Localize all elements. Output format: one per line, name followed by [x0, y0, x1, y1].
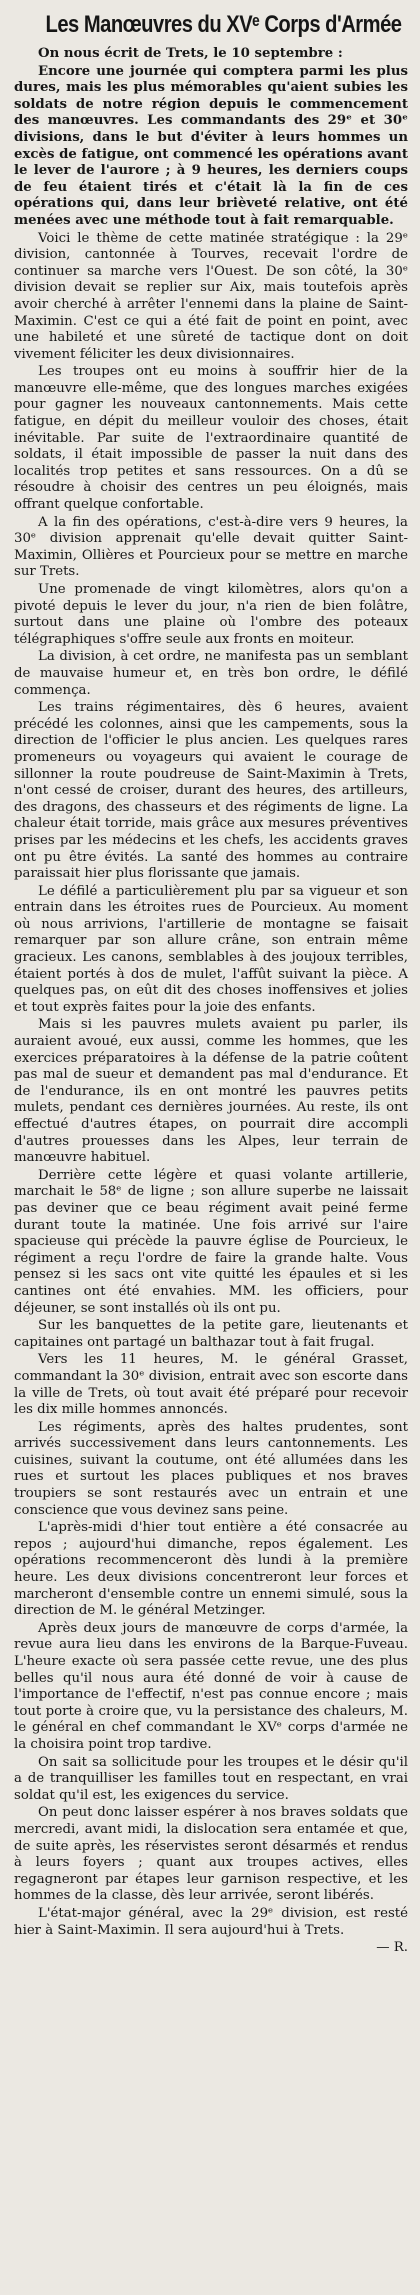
article-paragraph: Encore une journée qui comptera parmi les plus dures, mais les plus mémorables qu'aient subies les soldats de notre région depuis le commencement des manœuvres. Les commandants des 29ᵉ et 30ᵉ divisions, dans le but d'éviter à leurs hommes un excès de fatigue, ont commencé les opérations avant le lever de l'aurore ; à 9 heures, les derniers coups de feu étaient tirés et c'était là la fin de ces opérations qui, dans leur brièveté relative, ont été menées avec une méthode tout à fait remarquable.	[14, 63, 408, 228]
article-paragraph: Derrière cette légère et quasi volante artillerie, marchait le 58ᵉ de ligne ; son allure superbe ne laissait pas deviner que ce beau régiment avait peiné ferme durant toute la matinée. Une fois arrivé sur l'aire spacieuse qui précède la pauvre église de Pourcieux, le régiment a reçu l'ordre de faire la grande halte. Vous pensez si les sacs ont vite quitté les épaules et si les cantines ont été envahies. MM. les officiers, pour déjeuner, se sont installés où ils ont pu.	[14, 1167, 408, 1316]
article-paragraph: A la fin des opérations, c'est-à-dire vers 9 heures, la 30ᵉ division apprenait qu'elle devait quitter Saint-Maximin, Ollières et Pourcieux pour se mettre en marche sur Trets.	[14, 514, 408, 580]
article-paragraph: On sait sa sollicitude pour les troupes et le désir qu'il a de tranquilliser les familles tout en respectant, en vrai soldat qu'il est, les exigences du service.	[14, 1754, 408, 1803]
article-paragraph: Le défilé a particulièrement plu par sa vigueur et son entrain dans les étroites rues de Pourcieux. Au moment où nous arrivions, l'artillerie de montagne se faisait remarquer par son allure crâne, son entrain même gracieux. Les canons, semblables à des joujoux terribles, étaient portés à dos de mulet, l'affût suivant la pièce. A quelques pas, on eût dit des choses inoffensives et jolies et tout exprès faites pour la joie des enfants.	[14, 883, 408, 1015]
article-signature: — R.	[376, 1940, 408, 1956]
article-paragraph: Vers les 11 heures, M. le général Grasset, commandant la 30ᵉ division, entrait avec son escorte dans la ville de Trets, où tout avait été préparé pour recevoir les dix mille hommes annoncés.	[14, 1352, 408, 1418]
article-headline: Les Manœuvres du XVᵉ Corps d'Armée	[45, 11, 402, 38]
article-paragraph: Une promenade de vingt kilomètres, alors qu'on a pivoté depuis le lever du jour, n'a rien de bien folâtre, surtout dans une plaine où l'ombre des poteaux télégraphiques s'offre seule aux fronts en moiteur.	[14, 582, 408, 647]
article-paragraph: Sur les banquettes de la petite gare, lieutenants et capitaines ont partagé un balthazar tout à fait frugal.	[14, 1318, 408, 1350]
article-paragraph: Les troupes ont eu moins à souffrir hier de la manœuvre elle-même, que des longues marches exigées pour gagner les nouveaux cantonnements. Mais cette fatigue, en dépit du meilleur vouloir des choses, était inévitable. Par suite de l'extraordinaire quantité de soldats, il était impossible de passer la nuit dans des localités trop petites et sans ressources. On a dû se résoudre à choisir des centres un peu éloignés, mais offrant quelque confortable.	[14, 364, 408, 513]
article-paragraph: On peut donc laisser espérer à nos braves soldats que mercredi, avant midi, la dislocation sera entamée et que, de suite après, les réservistes seront désarmés et rendus à leurs foyers ; quant aux troupes actives, elles regagneront par étapes leur garnison respective, et les hommes de la classe, dès leur arrivée, seront libérés.	[14, 1805, 408, 1904]
article-paragraph: L'après-midi d'hier tout entière a été consacrée au repos ; aujourd'hui dimanche, repos également. Les opérations recommenceront dès lundi à la première heure. Les deux divisions concentreront leur forces et marcheront d'ensemble contre un ennemi simulé, sous la direction de M. le général Metzinger.	[14, 1520, 408, 1619]
article-body	[14, 46, 408, 1939]
article-paragraph: L'état-major général, avec la 29ᵉ division, est resté hier à Saint-Maximin. Il sera aujourd'hui à Trets.	[14, 1905, 408, 1938]
article-paragraph: Les régiments, après des haltes prudentes, sont arrivés successivement dans leurs cantonnements. Les cuisines, suivant la coutume, ont été allumées dans les rues et surtout les places publiques et nos braves troupiers se sont restaurés avec un entrain et une conscience que vous devinez sans peine.	[14, 1419, 408, 1518]
article-paragraph: Après deux jours de manœuvre de corps d'armée, la revue aura lieu dans les environs de la Barque-Fuveau. L'heure exacte où sera passée cette revue, une des plus belles qu'il nous aura été donné de voir à cause de l'importance de l'effectif, n'est pas connue encore ; mais tout porte à croire que, vu la persistance des chaleurs, M. le général en chef commandant le XVᵉ corps d'armée ne la choisira point trop tardive.	[14, 1620, 408, 1752]
article-paragraph: Voici le thème de cette matinée stratégique : la 29ᵉ division, cantonnée à Tourves, recevait l'ordre de continuer sa marche vers l'Ouest. De son côté, la 30ᵉ division devait se replier sur Aix, mais toutefois après avoir cherché à arrêter l'ennemi dans la plaine de Saint-Maximin. C'est ce qui a été fait de point en point, avec une habileté et une sûreté de tactique dont on doit vivement féliciter les deux divisionnaires.	[14, 230, 408, 362]
article-paragraph: Mais si les pauvres mulets avaient pu parler, ils auraient avoué, eux aussi, comme les hommes, que les exercices préparatoires à la défense de la patrie coûtent pas mal de sueur et demandent pas mal d'endurance. Et de l'endurance, ils en ont montré les pauvres petits mulets, pendant ces dernières journées. Au reste, ils ont effectué d'autres étapes, on pourrait dire accompli d'autres prouesses dans les Alpes, leur terrain de manœuvre habituel.	[14, 1017, 408, 1166]
article-paragraph: Les trains régimentaires, dès 6 heures, avaient précédé les colonnes, ainsi que les campements, sous la direction de l'officier le plus ancien. Les quelques rares promeneurs ou voyageurs qui avaient le courage de sillonner la route poudreuse de Saint-Maximin à Trets, n'ont cessé de croiser, durant des heures, des artilleurs, des dragons, des chasseurs et des régiments de ligne. La chaleur était torride, mais grâce aux mesures préventives prises par les médecins et les chefs, les accidents graves ont pu être évités. La santé des hommes au contraire paraissait hier plus florissante que jamais.	[14, 700, 408, 882]
article-paragraph: On nous écrit de Trets, le 10 septembre :	[38, 46, 343, 61]
article-paragraph: La division, à cet ordre, ne manifesta pas un semblant de mauvaise humeur et, en très bon ordre, le défilé commença.	[14, 649, 408, 698]
